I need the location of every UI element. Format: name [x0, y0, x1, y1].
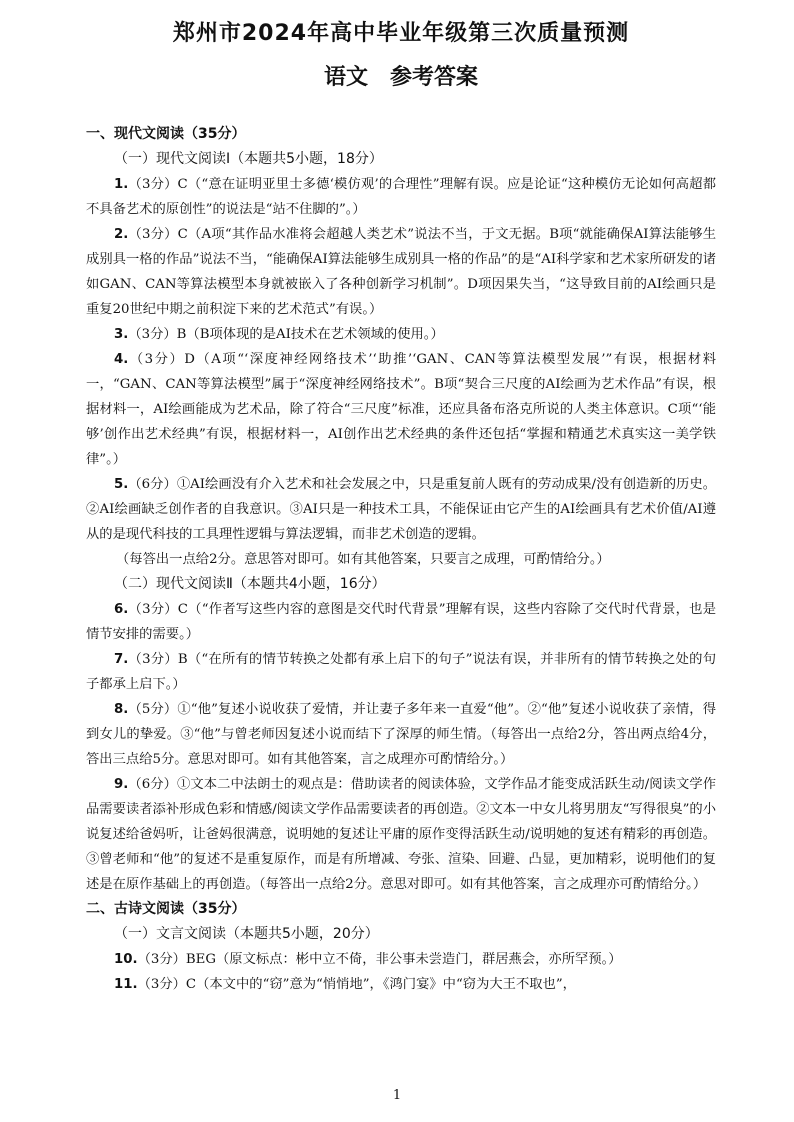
answer-item-9 — [86, 772, 716, 897]
section-heading-modern-reading: 一、现代文阅读（35分） — [86, 126, 246, 142]
answer-text: （6分）①AI绘画没有介入艺术和社会发展之中，只是重复前人既有的劳动成果/没有创造新的历史。②AI绘画缺乏创作者的自我意识。③AI只是一种技术工具，不能保证由它产生的AI绘画具有艺术价值/AI遵从的是现代科技的工具理性逻辑与算法逻辑，而非艺术创造的逻辑。 — [86, 477, 716, 542]
answer-text: （3分）C（“意在证明亚里士多德‘模仿观’的合理性”理解有误。应是论证“这种模仿无论如何高超都不具备艺术的原创性”的说法是“站不住脚的”。） — [86, 177, 716, 217]
subsection-heading-reading-1: （一）现代文阅读Ⅰ（本题共5小题，18分） — [114, 151, 383, 167]
answer-text: （3分）C（本文中的“窃”意为“悄悄地”，《鸿门宴》中“窃为大王不取也”， — [137, 977, 576, 992]
answer-text: （3分）B（“在所有的情节转换之处都有承上启下的句子”说法有误，并非所有的情节转换之处的句子都承上启下。） — [86, 652, 716, 692]
page-title: 郑州市2024年高中毕业年级第三次质量预测 — [172, 21, 630, 46]
answer-item-7 — [86, 647, 716, 697]
page-number: 1 — [392, 1088, 402, 1103]
answer-number: 7. — [114, 652, 129, 667]
answer-text: （6分）①文本二中法朗士的观点是：借助读者的阅读体验，文学作品才能变成活跃生动/阅读文学作品需要读者添补形成色彩和情感/阅读文学作品需要读者的再创造。②文本一中女儿将男朋友“写得很臭”的小说复述给爸妈听，让爸妈很满意，说明她的复述让平庸的原作变得活跃生动/说明她的复述有精彩的再创造。③曾老师和“他”的复述不是重复原作，而是有所增减、夸张、渲染、回避、凸显，更加精彩，说明他们的复述是在原作基础上的再创造。（每答出一点给2分。意思对即可。如有其他答案，言之成理亦可酌情给分。） — [86, 777, 716, 892]
answer-number: 9. — [114, 777, 129, 792]
answer-item-11 — [86, 972, 716, 997]
answer-number: 11. — [114, 977, 138, 992]
answer-item-6 — [86, 597, 716, 647]
answer-number: 5. — [114, 477, 129, 492]
answer-number: 8. — [114, 702, 129, 717]
scoring-note-5: （每答出一点给2分。意思答对即可。如有其他答案，只要言之成理，可酌情给分。） — [116, 552, 610, 567]
subsection-heading-classical-prose: （一）文言文阅读（本题共5小题，20分） — [114, 926, 379, 942]
answer-item-1 — [86, 172, 716, 222]
answer-item-4 — [86, 347, 716, 472]
answer-text: （3分）D（A项“‘深度神经网络技术’‘助推’‘GAN、CAN等算法模型发展’”有误，根据材料一，“GAN、CAN等算法模型”属于“深度神经网络技术”。B项“契合三尺度的AI绘画为艺术作品”有误，根据材料一，AI绘画能成为艺术品，除了符合“三尺度”标准，还应具备布洛克所说的人类主体意识。C项“‘能够’创作出艺术经典”有误，根据材料一，AI创作出艺术经典的条件还包括“掌握和精通艺术真实这一美学铁律”。） — [86, 352, 716, 467]
answer-item-3 — [86, 322, 716, 347]
answer-number: 1. — [114, 177, 129, 192]
answer-text: （5分）①“他”复述小说收获了爱情，并让妻子多年来一直爱“他”。②“他”复述小说收获了亲情，得到女儿的挚爱。③“他”与曾老师因复述小说而结下了深厚的师生情。（每答出一点给2分，答出两点给4分，答出三点给5分。意思对即可。如有其他答案，言之成理亦可酌情给分。） — [86, 702, 716, 767]
answer-number: 6. — [114, 602, 129, 617]
answer-number: 2. — [114, 227, 129, 242]
answer-text: （3分）B（B项体现的是AI技术在艺术领域的使用。） — [128, 327, 444, 342]
answer-item-2 — [86, 222, 716, 322]
answer-number: 4. — [114, 352, 129, 367]
subsection-heading-reading-2: （二）现代文阅读Ⅱ（本题共4小题，16分） — [114, 576, 386, 592]
page-subtitle: 语文 参考答案 — [323, 65, 478, 90]
answer-text: （3分）C（A项“其作品水准将会超越人类艺术”说法不当，于文无据。B项“就能确保AI算法能够生成别具一格的作品”说法不当，“能确保AI算法能够生成别具一格的作品”的是“AI科学家和艺术家所研发的诸如GAN、CAN等算法模型本身就被嵌入了各种创新学习机制”。D项因果失当，“这导致目前的AI绘画只是重复20世纪中期之前积淀下来的艺术范式”有误。） — [86, 227, 716, 317]
section-heading-classical-reading: 二、古诗文阅读（35分） — [86, 901, 246, 917]
answer-number: 10. — [114, 952, 138, 967]
answer-number: 3. — [114, 327, 129, 342]
answer-item-10 — [86, 947, 716, 972]
answer-text: （3分）C（“作者写这些内容的意图是交代时代背景”理解有误，这些内容除了交代时代背景，也是情节安排的需要。） — [86, 602, 716, 642]
answer-item-8 — [86, 697, 716, 772]
answer-item-5 — [86, 472, 716, 547]
answer-text: （3分）BEG（原文标点：彬中立不倚，非公事未尝造门，群居燕会，亦所罕预。） — [137, 952, 622, 967]
